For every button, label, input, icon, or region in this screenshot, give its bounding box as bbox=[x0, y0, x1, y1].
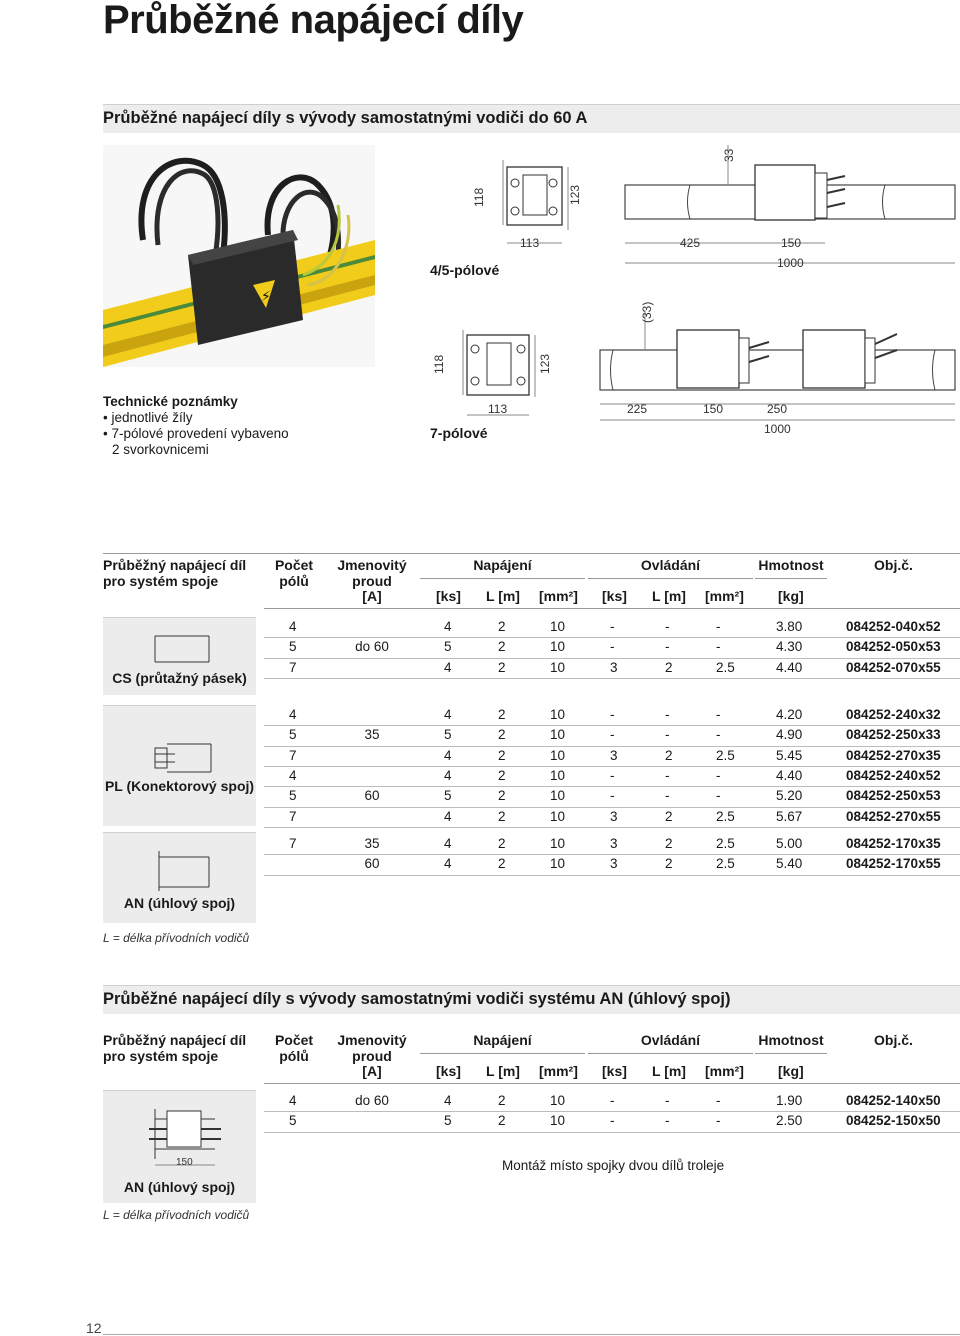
th-supply: Napájení bbox=[473, 557, 532, 573]
section-heading-2 bbox=[103, 985, 960, 1014]
cell-s-l: 2 bbox=[498, 1113, 506, 1129]
th-weight: Hmotnost bbox=[758, 557, 824, 573]
cell-order: 084252-270x35 bbox=[846, 747, 941, 763]
cell-kg: 1.90 bbox=[776, 1093, 803, 1108]
cell-order: 084252-170x35 bbox=[846, 836, 941, 851]
cell-s-mm: 10 bbox=[550, 707, 566, 722]
cell-c-l: - bbox=[665, 707, 670, 722]
dim-425: 425 bbox=[680, 236, 701, 250]
system-an-box-2 bbox=[103, 1090, 256, 1203]
cell-current: do 60 bbox=[355, 639, 389, 655]
dim-113-7: 113 bbox=[488, 402, 508, 416]
th-poles: Počet pólů bbox=[274, 1032, 314, 1064]
cell-poles: 7 bbox=[289, 808, 297, 824]
mount-note: Montáž místo spojky dvou dílů troleje bbox=[502, 1158, 725, 1173]
th-order: Obj.č. bbox=[874, 557, 913, 573]
cell-kg: 4.90 bbox=[776, 727, 803, 743]
cell-current: 35 bbox=[364, 836, 380, 851]
th-system: Průběžný napájecí díl pro systém spoje bbox=[103, 1032, 247, 1064]
cell-s-mm: 10 bbox=[550, 747, 566, 763]
dim-118-7: 118 bbox=[432, 354, 446, 374]
cell-order: 084252-240x52 bbox=[846, 767, 941, 783]
cell-c-ks: 3 bbox=[610, 659, 618, 675]
cell-s-ks: 4 bbox=[444, 619, 452, 634]
cell-c-l: - bbox=[665, 619, 670, 634]
row-divider bbox=[264, 766, 960, 767]
svg-text:⚡: ⚡ bbox=[261, 289, 271, 305]
cell-current: 60 bbox=[364, 856, 380, 872]
an-dim-150: 150 bbox=[176, 1157, 193, 1168]
dim-123-7: 123 bbox=[538, 353, 552, 374]
dim-250: 250 bbox=[767, 402, 788, 416]
cell-c-l: - bbox=[665, 1093, 670, 1108]
cell-c-mm: - bbox=[716, 639, 721, 655]
cell-poles: 7 bbox=[289, 747, 297, 763]
cell-poles: 4 bbox=[289, 707, 297, 722]
th-unit-l: L [m] bbox=[652, 1063, 686, 1079]
th-unit-l: L [m] bbox=[652, 588, 686, 604]
cross-section-4-5-drawing bbox=[495, 155, 585, 255]
cell-order: 084252-250x53 bbox=[846, 788, 941, 804]
row-divider bbox=[264, 725, 960, 726]
system-cs-name: CS (průtažný pásek) bbox=[112, 670, 247, 686]
cell-poles: 7 bbox=[289, 659, 297, 675]
cell-c-l: 2 bbox=[665, 856, 673, 872]
cell-poles: 4 bbox=[289, 767, 297, 783]
dim-33-paren: (33) bbox=[640, 301, 654, 323]
section-heading-1 bbox=[103, 104, 960, 133]
system-an-name-2: AN (úhlový spoj) bbox=[123, 1179, 236, 1195]
cell-s-l: 2 bbox=[498, 747, 506, 763]
dim-1000: 1000 bbox=[777, 256, 804, 270]
cell-c-l: 2 bbox=[665, 747, 673, 763]
th-supply: Napájení bbox=[473, 1032, 532, 1048]
dim-118: 118 bbox=[472, 187, 486, 207]
cell-order: 084252-070x55 bbox=[846, 659, 941, 675]
row-divider bbox=[264, 807, 960, 808]
cell-c-l: 2 bbox=[665, 808, 673, 824]
cell-kg: 3.80 bbox=[776, 619, 803, 634]
cell-c-ks: 3 bbox=[610, 836, 618, 851]
an-joint-drawing bbox=[153, 851, 215, 891]
system-pl-name: PL (Konektorový spoj) bbox=[104, 778, 255, 794]
product-photo bbox=[103, 145, 375, 367]
system-an-name: AN (úhlový spoj) bbox=[123, 895, 236, 911]
th-current: Jmenovitý proud [A] bbox=[337, 557, 407, 604]
cell-current: do 60 bbox=[355, 1093, 389, 1108]
cell-poles: 4 bbox=[289, 1093, 297, 1108]
cell-poles: 5 bbox=[289, 639, 297, 655]
th-control: Ovládání bbox=[640, 557, 701, 573]
row-divider bbox=[264, 678, 960, 679]
cell-c-ks: - bbox=[610, 1113, 615, 1129]
th-unit-kg: [kg] bbox=[778, 1063, 804, 1079]
cell-s-ks: 5 bbox=[444, 788, 452, 804]
technical-notes bbox=[103, 394, 289, 458]
system-an-box bbox=[103, 832, 256, 923]
footnote-2: L = délka přívodních vodičů bbox=[103, 1208, 250, 1222]
th-unit-mm: [mm²] bbox=[539, 588, 578, 604]
footnote-1: L = délka přívodních vodičů bbox=[103, 931, 250, 945]
system-cs-box bbox=[103, 617, 256, 695]
page-number: 12 bbox=[86, 1320, 102, 1336]
th-unit-ks: [ks] bbox=[602, 1063, 627, 1079]
cell-c-ks: - bbox=[610, 788, 615, 804]
cell-kg: 5.45 bbox=[776, 747, 803, 763]
cell-current: 60 bbox=[364, 788, 380, 804]
cell-c-mm: - bbox=[716, 727, 721, 743]
cell-s-l: 2 bbox=[498, 767, 506, 783]
th-unit-ks: [ks] bbox=[602, 588, 627, 604]
th-weight: Hmotnost bbox=[758, 1032, 824, 1048]
cell-s-l: 2 bbox=[498, 1093, 506, 1108]
notes-item: • 7-pólové provedení vybaveno bbox=[103, 426, 289, 441]
system-pl-box bbox=[103, 705, 256, 826]
cell-s-l: 2 bbox=[498, 639, 506, 655]
cell-c-ks: - bbox=[610, 707, 615, 722]
cell-c-ks: - bbox=[610, 619, 615, 634]
cell-c-mm: 2.5 bbox=[716, 659, 735, 675]
footer-rule bbox=[103, 1334, 960, 1335]
cell-current: 35 bbox=[364, 727, 380, 743]
cell-c-ks: - bbox=[610, 767, 615, 783]
th-unit-l: L [m] bbox=[486, 1063, 520, 1079]
cell-c-ks: 3 bbox=[610, 808, 618, 824]
row-divider bbox=[264, 637, 960, 638]
cell-s-mm: 10 bbox=[550, 619, 566, 634]
cell-s-ks: 5 bbox=[444, 639, 452, 655]
cell-s-mm: 10 bbox=[550, 639, 566, 655]
row-divider bbox=[264, 1111, 960, 1112]
row-divider bbox=[264, 658, 960, 659]
cell-s-mm: 10 bbox=[550, 856, 566, 872]
cell-c-ks: - bbox=[610, 639, 615, 655]
cell-kg: 5.00 bbox=[776, 836, 803, 851]
cell-kg: 5.20 bbox=[776, 788, 803, 804]
pl-joint-drawing bbox=[153, 740, 215, 776]
th-control: Ovládání bbox=[640, 1032, 701, 1048]
cell-s-mm: 10 bbox=[550, 808, 566, 824]
row-divider bbox=[264, 827, 960, 828]
cell-c-ks: 3 bbox=[610, 747, 618, 763]
cell-s-l: 2 bbox=[498, 836, 506, 851]
cell-s-ks: 4 bbox=[444, 808, 452, 824]
dim-225: 225 bbox=[627, 402, 648, 416]
cell-poles: 5 bbox=[289, 1113, 297, 1129]
cell-s-ks: 5 bbox=[444, 727, 452, 743]
row-divider bbox=[264, 746, 960, 747]
cell-order: 084252-270x55 bbox=[846, 808, 941, 824]
th-unit-mm: [mm²] bbox=[705, 588, 744, 604]
cell-s-mm: 10 bbox=[550, 1093, 566, 1108]
cell-kg: 2.50 bbox=[776, 1113, 803, 1129]
notes-item: 2 svorkovnicemi bbox=[112, 442, 209, 457]
cell-s-ks: 4 bbox=[444, 1093, 452, 1108]
cell-poles: 4 bbox=[289, 619, 297, 634]
cell-poles: 5 bbox=[289, 727, 297, 743]
cell-s-ks: 4 bbox=[444, 856, 452, 872]
label-4-5-pole: 4/5-pólové bbox=[430, 262, 500, 278]
cell-s-l: 2 bbox=[498, 808, 506, 824]
cell-c-mm: 2.5 bbox=[716, 808, 735, 824]
cell-c-l: 2 bbox=[665, 659, 673, 675]
cell-c-mm: - bbox=[716, 767, 721, 783]
cell-c-mm: 2.5 bbox=[716, 747, 735, 763]
cell-s-l: 2 bbox=[498, 856, 506, 872]
cell-c-l: - bbox=[665, 639, 670, 655]
notes-title: Technické poznámky bbox=[103, 394, 238, 409]
row-divider bbox=[264, 854, 960, 855]
cell-kg: 4.30 bbox=[776, 639, 803, 655]
section-heading-2-text: Průběžné napájecí díly s vývody samostatnými vodiči systému AN (úhlový spoj) bbox=[103, 990, 731, 1008]
th-unit-mm: [mm²] bbox=[539, 1063, 578, 1079]
row-divider bbox=[264, 875, 960, 876]
section-heading-1-text: Průběžné napájecí díly s vývody samostatnými vodiči do 60 A bbox=[103, 109, 588, 127]
cell-c-mm: - bbox=[716, 707, 721, 722]
cell-c-mm: - bbox=[716, 1113, 721, 1129]
th-poles: Počet pólů bbox=[274, 557, 314, 589]
cell-c-l: - bbox=[665, 767, 670, 783]
th-current: Jmenovitý proud [A] bbox=[337, 1032, 407, 1079]
dim-123: 123 bbox=[568, 184, 582, 205]
cell-s-ks: 4 bbox=[444, 747, 452, 763]
cell-c-mm: - bbox=[716, 619, 721, 634]
cell-s-mm: 10 bbox=[550, 727, 566, 743]
th-unit-kg: [kg] bbox=[778, 588, 804, 604]
cell-order: 084252-140x50 bbox=[846, 1093, 941, 1108]
row-divider bbox=[264, 1132, 960, 1133]
cell-s-mm: 10 bbox=[550, 788, 566, 804]
dim-113: 113 bbox=[520, 236, 540, 250]
label-7-pole: 7-pólové bbox=[430, 425, 488, 441]
th-unit-mm: [mm²] bbox=[705, 1063, 744, 1079]
cell-c-ks: - bbox=[610, 727, 615, 743]
cell-s-l: 2 bbox=[498, 619, 506, 634]
cell-c-l: - bbox=[665, 1113, 670, 1129]
notes-item: • jednotlivé žíly bbox=[103, 410, 193, 425]
cell-s-l: 2 bbox=[498, 727, 506, 743]
cell-c-ks: - bbox=[610, 1093, 615, 1108]
row-divider bbox=[264, 786, 960, 787]
cell-c-ks: 3 bbox=[610, 856, 618, 872]
cell-s-ks: 5 bbox=[444, 1113, 452, 1129]
cell-order: 084252-170x55 bbox=[846, 856, 941, 872]
cell-poles: 5 bbox=[289, 788, 297, 804]
th-unit-l: L [m] bbox=[486, 588, 520, 604]
th-unit-ks: [ks] bbox=[436, 588, 461, 604]
cell-s-ks: 4 bbox=[444, 767, 452, 783]
dim-33: 33 bbox=[722, 148, 736, 162]
th-order: Obj.č. bbox=[874, 1032, 913, 1048]
cell-s-ks: 4 bbox=[444, 836, 452, 851]
th-system: Průběžný napájecí díl pro systém spoje bbox=[103, 557, 247, 589]
th-unit-ks: [ks] bbox=[436, 1063, 461, 1079]
cell-order: 084252-240x32 bbox=[846, 707, 941, 722]
cell-kg: 4.40 bbox=[776, 659, 803, 675]
cell-c-mm: 2.5 bbox=[716, 836, 735, 851]
dim-150-7: 150 bbox=[703, 402, 724, 416]
cell-kg: 5.40 bbox=[776, 856, 803, 872]
cell-s-l: 2 bbox=[498, 788, 506, 804]
cell-poles: 7 bbox=[289, 836, 297, 851]
cell-s-ks: 4 bbox=[444, 659, 452, 675]
cell-order: 084252-250x33 bbox=[846, 727, 941, 743]
cell-kg: 4.40 bbox=[776, 767, 803, 783]
cell-s-l: 2 bbox=[498, 659, 506, 675]
cs-joint-drawing bbox=[153, 632, 213, 666]
cell-kg: 4.20 bbox=[776, 707, 803, 722]
cell-order: 084252-040x52 bbox=[846, 619, 941, 634]
cell-order: 084252-150x50 bbox=[846, 1113, 941, 1129]
page-title: Průběžné napájecí díly bbox=[103, 0, 524, 42]
dim-1000-7: 1000 bbox=[764, 422, 791, 436]
cell-s-mm: 10 bbox=[550, 836, 566, 851]
cell-c-mm: - bbox=[716, 1093, 721, 1108]
cell-kg: 5.67 bbox=[776, 808, 803, 824]
cell-s-mm: 10 bbox=[550, 659, 566, 675]
cell-c-l: 2 bbox=[665, 836, 673, 851]
cell-s-ks: 4 bbox=[444, 707, 452, 722]
dim-150: 150 bbox=[781, 236, 802, 250]
cell-s-l: 2 bbox=[498, 707, 506, 722]
cell-c-mm: 2.5 bbox=[716, 856, 735, 872]
cell-c-l: - bbox=[665, 727, 670, 743]
cell-s-mm: 10 bbox=[550, 1113, 566, 1129]
cell-c-l: - bbox=[665, 788, 670, 804]
cell-order: 084252-050x53 bbox=[846, 639, 941, 655]
cell-c-mm: - bbox=[716, 788, 721, 804]
cell-s-mm: 10 bbox=[550, 767, 566, 783]
